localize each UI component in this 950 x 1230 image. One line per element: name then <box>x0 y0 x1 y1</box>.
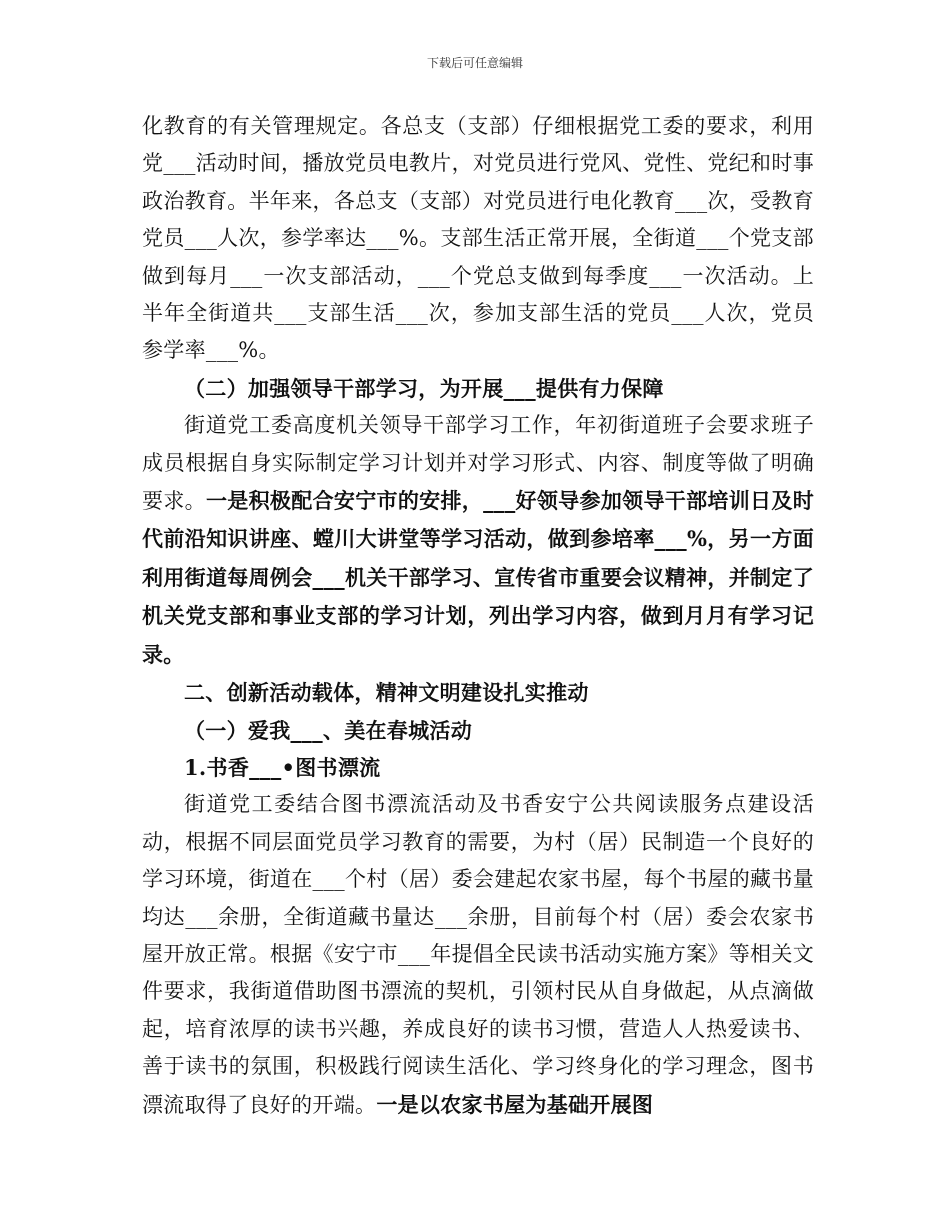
paragraph-leader-study-text: 街道党工委高度机关领导干部学习工作，年初街道班子会要求班子成员根据自身实际制定学习计划并对学习形式、内容、制度等做了明确要求。 <box>142 413 814 514</box>
section-heading-leader-study: （二）加强领导干部学习，为开展___提供有力保障 <box>184 375 664 401</box>
section-heading-activities: 二、创新活动载体，精神文明建设扎实推动 <box>184 680 589 706</box>
paragraph-leader-study <box>142 407 814 674</box>
item-heading-book-drift: 1.书香___•图书漂流 <box>184 754 381 780</box>
document-body <box>142 108 814 1124</box>
paragraph-book-drift <box>142 786 814 1124</box>
paragraph-leader-study-bold: 一是积极配合安宁市的安排，___好领导参加领导干部培训日及时代前沿知识讲座、螳川大讲堂等学习活动，做到参培率___%，另一方面利用街道每周例会___机关干部学习、宣传省市重要会议精神，并制定了机关党支部和事业支部的学习计划，列出学习内容，做到月月有学习记录。 <box>142 488 815 667</box>
subsection-heading-love-spring-city: （一）爱我___、美在春城活动 <box>184 717 472 743</box>
paragraph-book-drift-bold: 一是以农家书屋为基础开展图 <box>376 1091 654 1117</box>
page-header: 下载后可任意编辑 <box>426 56 523 70</box>
paragraph-party-education: 化教育的有关管理规定。各总支（支部）仔细根据党工委的要求，利用党___活动时间，播放党员电教片，对党员进行党风、党性、党纪和时事政治教育。半年来，各总支（支部）对党员进行电化教育___次，受教育党员___人次，参学率达___%。支部生活正常开展，全街道___个党支部做到每月___一次支部活动，___个党总支做到每季度___一次活动。上半年全街道共___支部生活___次，参加支部生活的党员___人次，党员参学率___%。 <box>142 114 814 363</box>
paragraph-book-drift-text: 街道党工委结合图书漂流活动及书香安宁公共阅读服务点建设活动，根据不同层面党员学习教育的需要，为村（居）民制造一个良好的学习环境，街道在___个村（居）委会建起农家书屋，每个书屋的藏书量均达___余册，全街道藏书量达___余册，目前每个村（居）委会农家书屋开放正常。根据《安宁市___年提倡全民读书活动实施方案》等相关文件要求，我街道借助图书漂流的契机，引领村民从自身做起，从点滴做起，培育浓厚的读书兴趣，养成良好的读书习惯，营造人人热爱读书、善于读书的氛围，积极践行阅读生活化、学习终身化的学习理念，图书漂流取得了良好的开端。 <box>142 792 814 1117</box>
